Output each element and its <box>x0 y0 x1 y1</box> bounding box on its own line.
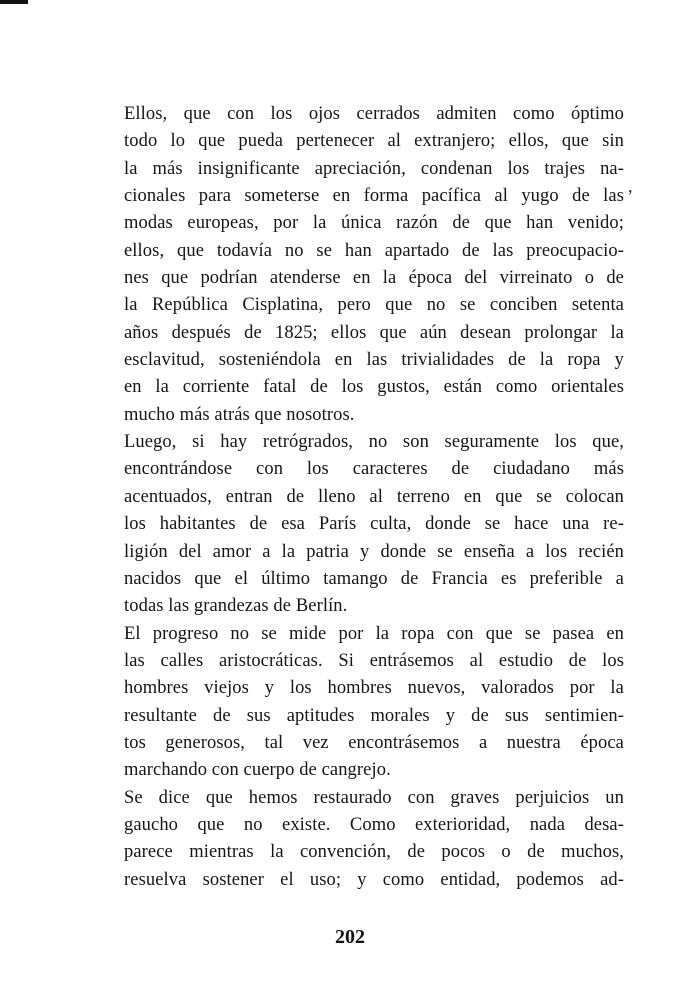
text-line: ellos, que todavía no se han apartado de las preocupacio- <box>124 240 624 261</box>
text-line: los habitantes de esa París culta, donde se hace una re- <box>124 514 624 535</box>
text-line: Ellos, que con los ojos cerrados admiten como óptimo <box>124 104 624 124</box>
text-line: resultante de sus aptitudes morales y de sus sentimien- <box>124 705 624 726</box>
text-line: cionales para someterse en forma pacífica al yugo de las <box>124 186 624 207</box>
text-line: resuelva sostener el uso; y como entidad, podemos ad- <box>124 869 624 890</box>
text-line: en la corriente fatal de los gustos, están como orientales <box>124 377 624 398</box>
text-line: esclavitud, sosteniéndola en las trivialidades de la ropa y <box>124 350 624 371</box>
text-line: El progreso no se mide por la ropa con que se pasea en <box>124 623 624 644</box>
body-text <box>124 101 624 894</box>
text-line: hombres viejos y los hombres nuevos, valorados por la <box>124 678 624 699</box>
page-number: 202 <box>335 926 365 948</box>
text-line: tos generosos, tal vez encontrásemos a nuestra época <box>124 732 624 753</box>
text-line: las calles aristocráticas. Si entrásemos al estudio de los <box>124 650 624 671</box>
text-line: todo lo que pueda pertenecer al extranjero; ellos, que sin <box>124 131 624 152</box>
text-line: Luego, si hay retrógrados, no son seguramente los que, <box>124 432 624 453</box>
text-line: mucho más atrás que nosotros. <box>124 404 355 425</box>
scan-corner-mark <box>0 0 28 4</box>
text-line: acentuados, entran de lleno al terreno en que se colocan <box>124 486 624 507</box>
text-line: nes que podrían atenderse en la época del virreinato o de <box>124 268 624 289</box>
margin-mark: , <box>628 176 633 196</box>
text-line: todas las grandezas de Berlín. <box>124 596 348 617</box>
text-line: parece mientras la convención, de pocos o de muchos, <box>124 842 624 863</box>
text-line: gaucho que no existe. Como exterioridad, nada desa- <box>124 814 624 835</box>
text-line: Se dice que hemos restaurado con graves perjuicios un <box>124 787 624 808</box>
text-line: la más insignificante apreciación, condenan los trajes na- <box>124 158 624 179</box>
text-line: encontrándose con los caracteres de ciudadano más <box>124 459 624 480</box>
text-line: nacidos que el último tamango de Francia es preferible a <box>124 568 624 589</box>
text-line: la República Cisplatina, pero que no se conciben setenta <box>124 295 624 316</box>
text-line: años después de 1825; ellos que aún desean prolongar la <box>124 322 624 343</box>
text-line: modas europeas, por la única razón de que han venido; <box>124 213 624 234</box>
text-line: marchando con cuerpo de cangrejo. <box>124 760 391 781</box>
text-line: ligión del amor a la patria y donde se enseña a los recién <box>124 541 624 562</box>
